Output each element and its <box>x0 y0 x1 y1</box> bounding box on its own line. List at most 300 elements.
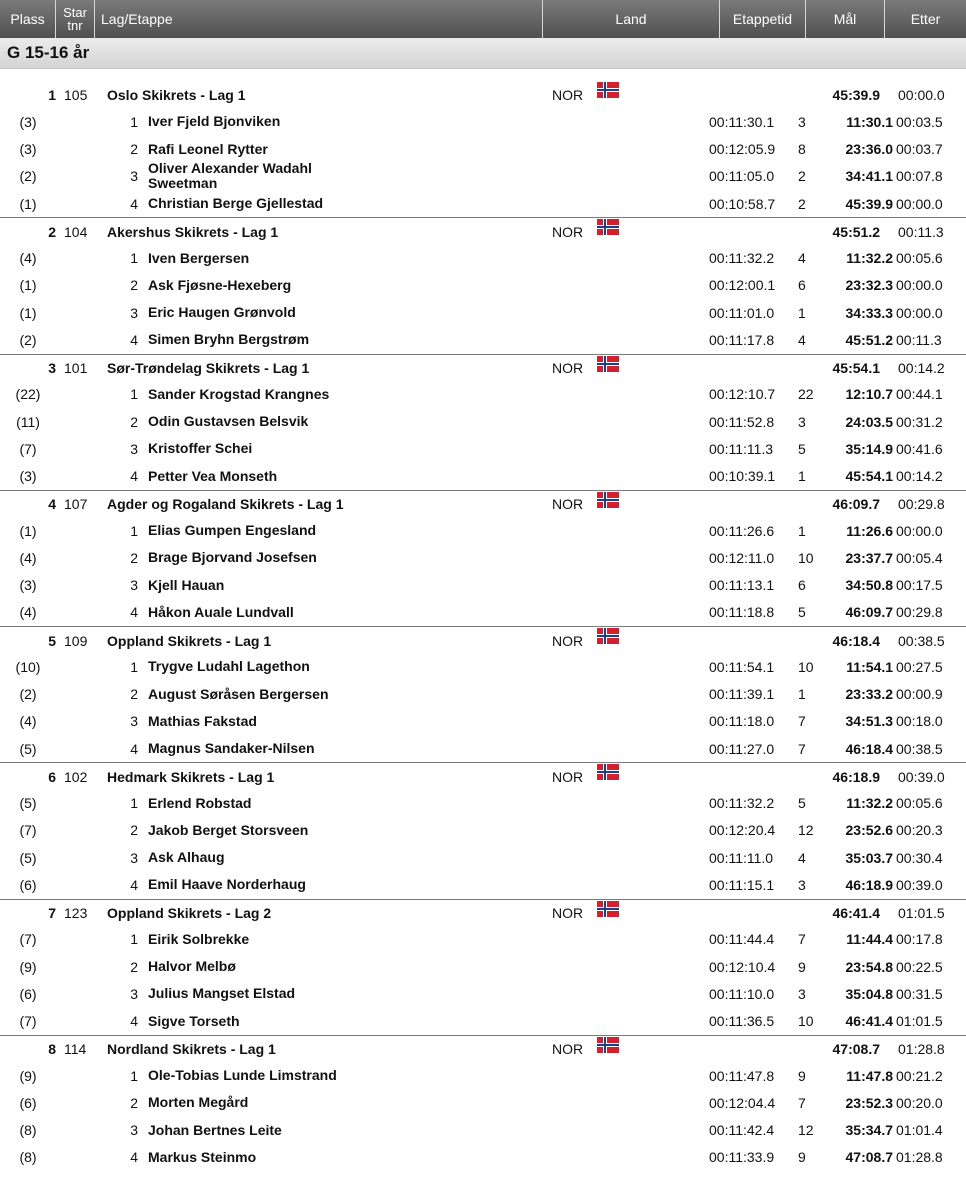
team-name: Nordland Skikrets - Lag 1 <box>107 1041 276 1058</box>
leg-row[interactable] <box>0 326 966 353</box>
leg-row[interactable] <box>0 953 966 980</box>
leg-number: 4 <box>130 876 138 893</box>
leg-row[interactable] <box>0 245 966 272</box>
leg-split-rank: 7 <box>798 931 806 948</box>
team-country: NOR <box>552 905 584 921</box>
leg-place: (4) <box>19 604 37 621</box>
group-title: G 15-16 år <box>7 43 90 62</box>
team-total-time: 46:18.9 <box>832 768 880 785</box>
team-place: 3 <box>48 360 56 376</box>
leg-number: 3 <box>130 1122 138 1138</box>
leg-runner-name: Julius Mangset Elstad <box>148 985 296 1002</box>
leg-number: 3 <box>130 168 138 185</box>
team-place: 2 <box>48 223 56 240</box>
leg-split-time: 00:11:54.1 <box>709 658 775 675</box>
leg-cumulative-time: 46:41.4 <box>845 1013 893 1029</box>
leg-split-rank: 3 <box>798 413 806 430</box>
team-row[interactable] <box>0 899 966 927</box>
team-behind: 01:28.8 <box>898 1041 945 1058</box>
leg-place: (5) <box>19 740 37 757</box>
leg-cumulative-time: 11:32.2 <box>846 795 893 811</box>
leg-behind: 01:01.4 <box>896 1122 943 1138</box>
leg-behind: 00:22.5 <box>896 958 943 975</box>
team-country: NOR <box>552 360 584 376</box>
leg-split-rank: 6 <box>798 277 806 294</box>
leg-place: (3) <box>19 577 37 593</box>
leg-runner-name: Johan Bertnes Leite <box>148 1121 282 1138</box>
team-flag <box>597 1036 619 1064</box>
leg-split-time: 00:11:26.6 <box>709 522 775 539</box>
leg-row[interactable] <box>0 1062 966 1089</box>
team-total-time: 45:51.2 <box>832 223 880 240</box>
leg-row[interactable] <box>0 844 966 871</box>
leg-behind: 00:44.1 <box>896 386 943 403</box>
leg-number: 4 <box>130 195 138 212</box>
leg-runner-name: Håkon Auale Lundvall <box>148 603 294 620</box>
leg-behind: 00:20.3 <box>896 822 943 839</box>
leg-cumulative-time: 23:54.8 <box>845 958 893 975</box>
leg-split-rank: 1 <box>798 686 806 702</box>
leg-split-time: 00:11:39.1 <box>709 686 775 702</box>
leg-cumulative-time: 11:54.1 <box>846 658 893 675</box>
team-country: NOR <box>552 1041 584 1058</box>
leg-behind: 00:29.8 <box>896 604 943 621</box>
leg-behind: 00:05.6 <box>896 250 943 266</box>
leg-cumulative-time: 23:37.7 <box>845 549 893 566</box>
leg-split-rank: 1 <box>798 522 806 539</box>
leg-cumulative-time: 23:52.6 <box>845 822 893 839</box>
leg-behind: 00:38.5 <box>896 740 943 757</box>
leg-split-time: 00:11:42.4 <box>709 1122 775 1138</box>
leg-number: 2 <box>130 413 138 430</box>
leg-place: (7) <box>19 822 37 839</box>
leg-split-time: 00:11:44.4 <box>709 931 775 948</box>
leg-place: (1) <box>19 277 37 294</box>
leg-number: 2 <box>130 141 138 157</box>
team-name: Hedmark Skikrets - Lag 1 <box>107 768 275 785</box>
leg-runner-name: Magnus Sandaker-Nilsen <box>148 740 315 756</box>
leg-row[interactable] <box>0 463 966 490</box>
leg-split-time: 00:11:18.8 <box>709 604 775 621</box>
team-bib: 104 <box>64 223 88 240</box>
leg-runner-name: August Søråsen Bergersen <box>148 685 329 702</box>
leg-number: 1 <box>130 1067 138 1084</box>
leg-place: (22) <box>15 386 41 403</box>
leg-behind: 00:11.3 <box>896 331 942 348</box>
team-row[interactable] <box>0 354 966 382</box>
leg-number: 3 <box>130 577 138 593</box>
leg-runner-name: Ask Fjøsne-Hexeberg <box>148 276 292 293</box>
leg-split-time: 00:11:01.0 <box>709 304 775 321</box>
leg-place: (1) <box>19 195 37 212</box>
team-name: Sør-Trøndelag Skikrets - Lag 1 <box>107 360 310 376</box>
leg-cumulative-time: 35:04.8 <box>845 985 893 1002</box>
leg-split-rank: 9 <box>798 958 806 975</box>
leg-split-rank: 7 <box>798 1094 806 1111</box>
leg-number: 4 <box>130 331 138 348</box>
leg-number: 2 <box>130 822 138 839</box>
leg-split-time: 00:11:27.0 <box>709 740 775 757</box>
team-flag <box>597 627 619 655</box>
leg-runner-name: Mathias Fakstad <box>148 712 257 729</box>
team-place: 1 <box>48 86 56 103</box>
leg-place: (4) <box>19 549 37 566</box>
leg-cumulative-time: 45:51.2 <box>845 331 893 348</box>
leg-number: 3 <box>130 440 138 457</box>
leg-behind: 00:39.0 <box>896 876 943 893</box>
team-bib: 101 <box>64 360 88 376</box>
leg-runner-name: Kjell Hauan <box>148 576 225 593</box>
col-start-nr[interactable]: Star tnr <box>56 0 95 38</box>
leg-split-rank: 22 <box>798 386 814 403</box>
team-flag <box>597 81 619 109</box>
leg-cumulative-time: 45:54.1 <box>845 468 893 484</box>
team-total-time: 45:39.9 <box>832 86 880 103</box>
leg-behind: 00:27.5 <box>896 658 943 675</box>
leg-behind: 00:41.6 <box>896 440 943 457</box>
leg-number: 1 <box>130 658 138 675</box>
team-bib: 107 <box>64 496 88 513</box>
leg-number: 2 <box>130 1094 138 1111</box>
leg-row[interactable] <box>0 435 966 462</box>
leg-row[interactable] <box>0 681 966 708</box>
leg-split-rank: 4 <box>798 849 806 866</box>
leg-number: 4 <box>130 468 138 484</box>
team-row[interactable] <box>0 1035 966 1063</box>
leg-row[interactable] <box>0 108 966 135</box>
leg-split-time: 00:11:52.8 <box>709 413 775 430</box>
team-country: NOR <box>552 496 584 513</box>
leg-row[interactable] <box>0 871 966 898</box>
leg-number: 1 <box>130 522 138 539</box>
leg-runner-name: Iven Bergersen <box>148 249 250 266</box>
leg-behind: 00:20.0 <box>896 1094 943 1111</box>
leg-cumulative-time: 34:33.3 <box>845 304 893 321</box>
leg-split-time: 00:11:10.0 <box>709 985 775 1002</box>
leg-runner-name: Elias Gumpen Engesland <box>148 522 317 538</box>
team-place: 4 <box>48 496 56 513</box>
leg-row[interactable] <box>0 1144 966 1171</box>
leg-split-rank: 5 <box>798 604 806 621</box>
leg-split-time: 00:10:58.7 <box>709 195 776 212</box>
leg-split-time: 00:11:32.2 <box>709 250 775 266</box>
team-behind: 00:38.5 <box>898 632 945 649</box>
leg-split-rank: 1 <box>798 304 806 321</box>
leg-row[interactable] <box>0 381 966 408</box>
leg-number: 4 <box>130 604 138 621</box>
team-total-time: 47:08.7 <box>832 1041 880 1058</box>
leg-row[interactable] <box>0 272 966 299</box>
leg-number: 1 <box>130 250 138 266</box>
leg-cumulative-time: 23:32.3 <box>845 277 893 294</box>
leg-cumulative-time: 34:41.1 <box>845 168 893 185</box>
leg-row[interactable] <box>0 517 966 544</box>
norway-flag-icon <box>597 628 619 644</box>
leg-number: 3 <box>130 304 138 321</box>
leg-split-time: 00:11:30.1 <box>709 113 775 130</box>
leg-split-rank: 4 <box>798 331 806 348</box>
leg-runner-name: Jakob Berget Storsveen <box>148 821 309 838</box>
leg-split-rank: 3 <box>798 113 806 130</box>
team-name: Oppland Skikrets - Lag 2 <box>107 905 272 921</box>
leg-row[interactable] <box>0 1008 966 1035</box>
leg-place: (5) <box>19 795 37 811</box>
team-row[interactable] <box>0 762 966 790</box>
leg-split-rank: 9 <box>798 1067 806 1084</box>
leg-cumulative-time: 45:39.9 <box>845 195 893 212</box>
leg-runner-name: Morten Megård <box>148 1094 249 1111</box>
leg-behind: 00:17.5 <box>896 577 943 593</box>
leg-split-time: 00:11:47.8 <box>709 1067 775 1084</box>
leg-cumulative-time: 23:36.0 <box>845 141 893 157</box>
col-land[interactable]: Land <box>543 0 720 38</box>
leg-split-rank: 10 <box>798 1013 814 1029</box>
leg-cumulative-time: 11:32.2 <box>846 250 893 266</box>
team-place: 8 <box>48 1041 56 1058</box>
leg-place: (3) <box>19 113 37 130</box>
leg-cumulative-time: 23:33.2 <box>845 686 893 702</box>
leg-row[interactable] <box>0 299 966 326</box>
leg-split-time: 00:11:18.0 <box>709 713 775 730</box>
leg-place: (3) <box>19 141 37 157</box>
team-total-time: 46:41.4 <box>832 905 880 921</box>
leg-split-rank: 6 <box>798 577 806 593</box>
col-etter[interactable]: Etter <box>910 10 941 27</box>
team-name: Oppland Skikrets - Lag 1 <box>107 632 272 649</box>
leg-runner-name: Christian Berge Gjellestad <box>148 195 324 211</box>
leg-number: 4 <box>130 1149 138 1166</box>
team-flag <box>597 763 619 791</box>
col-etappetid[interactable]: Etappetid <box>720 0 806 38</box>
leg-runner-name: Halvor Melbø <box>148 958 236 974</box>
leg-place: (10) <box>15 658 41 675</box>
leg-row[interactable] <box>0 1089 966 1116</box>
leg-row[interactable] <box>0 708 966 735</box>
leg-runner-name: Kristoffer Schei <box>148 440 253 457</box>
team-row[interactable] <box>0 626 966 654</box>
leg-split-rank: 4 <box>798 250 806 266</box>
team-total-time: 46:18.4 <box>832 632 880 649</box>
leg-split-rank: 2 <box>798 195 806 212</box>
team-place: 7 <box>48 905 56 921</box>
leg-runner-name: Emil Haave Norderhaug <box>148 876 306 893</box>
team-total-time: 46:09.7 <box>832 496 880 513</box>
team-country: NOR <box>552 223 584 240</box>
leg-split-time: 00:11:32.2 <box>709 795 775 811</box>
leg-place: (1) <box>19 522 37 539</box>
leg-runner-name: Eric Haugen Grønvold <box>148 304 296 320</box>
leg-place: (2) <box>19 168 37 185</box>
leg-cumulative-time: 23:52.3 <box>845 1094 893 1111</box>
leg-behind: 00:00.0 <box>896 522 943 539</box>
leg-row[interactable] <box>0 544 966 571</box>
leg-behind: 00:00.0 <box>896 304 943 321</box>
team-name: Akershus Skikrets - Lag 1 <box>107 223 279 240</box>
leg-cumulative-time: 35:03.7 <box>845 849 893 866</box>
leg-place: (8) <box>19 1122 37 1138</box>
leg-place: (5) <box>19 849 37 866</box>
leg-row[interactable] <box>0 160 966 192</box>
leg-split-rank: 3 <box>798 876 806 893</box>
leg-runner-name: Markus Steinmo <box>148 1148 257 1165</box>
leg-split-rank: 2 <box>798 168 806 185</box>
leg-runner-name: Sander Krogstad Krangnes <box>148 385 330 402</box>
team-behind: 00:14.2 <box>898 360 945 376</box>
leg-row[interactable] <box>0 926 966 953</box>
leg-split-time: 00:11:33.9 <box>709 1149 775 1166</box>
leg-cumulative-time: 46:18.9 <box>845 876 893 893</box>
team-row[interactable] <box>0 490 966 518</box>
leg-runner-name: Petter Vea Monseth <box>148 467 278 484</box>
leg-cumulative-time: 11:47.8 <box>846 1067 893 1084</box>
leg-behind: 00:05.4 <box>896 549 943 566</box>
leg-split-rank: 12 <box>798 822 814 839</box>
norway-flag-icon <box>597 901 619 917</box>
norway-flag-icon <box>597 492 619 508</box>
leg-split-time: 00:12:10.7 <box>709 386 776 403</box>
team-row[interactable] <box>0 81 966 108</box>
leg-split-time: 00:12:10.4 <box>709 958 776 975</box>
team-country: NOR <box>552 768 584 785</box>
leg-split-time: 00:11:36.5 <box>709 1013 775 1029</box>
leg-runner-name: Brage Bjorvand Josefsen <box>148 549 317 566</box>
leg-place: (2) <box>19 331 37 348</box>
col-maal[interactable]: Mål <box>806 0 885 38</box>
leg-split-time: 00:11:15.1 <box>709 876 775 893</box>
leg-behind: 00:00.9 <box>896 686 943 702</box>
leg-cumulative-time: 35:34.7 <box>845 1122 893 1138</box>
leg-place: (9) <box>19 1067 37 1084</box>
leg-runner-name: Ask Alhaug <box>148 849 225 865</box>
team-behind: 00:39.0 <box>898 768 945 785</box>
team-place: 5 <box>48 632 56 649</box>
col-plass[interactable]: Plass <box>0 0 56 38</box>
leg-cumulative-time: 46:18.4 <box>845 740 893 757</box>
leg-behind: 00:03.5 <box>896 113 943 130</box>
leg-split-time: 00:11:17.8 <box>709 331 775 348</box>
leg-place: (3) <box>19 468 37 484</box>
leg-place: (4) <box>19 713 37 730</box>
leg-behind: 01:01.5 <box>896 1013 943 1029</box>
leg-cumulative-time: 34:50.8 <box>845 577 893 593</box>
leg-split-rank: 10 <box>798 549 814 566</box>
leg-runner-name: Rafi Leonel Rytter <box>148 140 268 157</box>
team-behind: 01:01.5 <box>898 905 945 921</box>
leg-row[interactable] <box>0 817 966 844</box>
team-bib: 123 <box>64 905 88 921</box>
leg-behind: 00:07.8 <box>896 168 943 185</box>
leg-split-time: 00:12:05.9 <box>709 141 776 157</box>
leg-row[interactable] <box>0 790 966 817</box>
leg-cumulative-time: 34:51.3 <box>845 713 893 730</box>
team-flag <box>597 491 619 519</box>
team-name: Oslo Skikrets - Lag 1 <box>107 86 246 103</box>
leg-place: (11) <box>16 413 40 430</box>
leg-row[interactable] <box>0 408 966 435</box>
leg-split-rank: 9 <box>798 1149 806 1166</box>
leg-split-rank: 7 <box>798 713 806 730</box>
leg-place: (2) <box>19 686 37 702</box>
leg-place: (6) <box>19 1094 37 1111</box>
leg-number: 1 <box>130 386 138 403</box>
team-flag <box>597 355 619 383</box>
leg-split-time: 00:10:39.1 <box>709 468 776 484</box>
leg-runner-name: Eirik Solbrekke <box>148 930 250 947</box>
leg-split-time: 00:11:05.0 <box>709 168 775 185</box>
leg-split-time: 00:11:11.0 <box>709 849 774 866</box>
norway-flag-icon <box>597 356 619 372</box>
team-flag <box>597 218 619 246</box>
leg-row[interactable] <box>0 599 966 626</box>
leg-split-time: 00:11:11.3 <box>709 440 774 457</box>
leg-row[interactable] <box>0 572 966 599</box>
leg-split-rank: 12 <box>798 1122 814 1138</box>
leg-row[interactable] <box>0 1117 966 1144</box>
leg-cumulative-time: 46:09.7 <box>845 604 893 621</box>
col-lag-etappe[interactable]: Lag/Etappe <box>95 0 543 38</box>
leg-behind: 00:18.0 <box>896 713 943 730</box>
leg-place: (6) <box>19 876 37 893</box>
leg-cumulative-time: 35:14.9 <box>845 440 893 457</box>
leg-cumulative-time: 12:10.7 <box>845 386 893 403</box>
leg-place: (1) <box>19 304 37 321</box>
leg-row[interactable] <box>0 136 966 163</box>
leg-runner-name: Ole-Tobias Lunde Limstrand <box>148 1067 337 1083</box>
leg-behind: 00:31.2 <box>896 413 943 430</box>
leg-behind: 00:17.8 <box>896 931 943 948</box>
team-name: Agder og Rogaland Skikrets - Lag 1 <box>107 496 344 513</box>
leg-place: (7) <box>19 1013 37 1029</box>
leg-number: 2 <box>130 277 138 294</box>
leg-number: 3 <box>130 713 138 730</box>
team-flag <box>597 900 619 928</box>
leg-runner-name: Sigve Torseth <box>148 1012 240 1029</box>
leg-runner-name: Erlend Robstad <box>148 794 252 811</box>
leg-row[interactable] <box>0 190 966 217</box>
leg-cumulative-time: 11:44.4 <box>846 931 893 948</box>
leg-split-time: 00:12:04.4 <box>709 1094 776 1111</box>
leg-cumulative-time: 11:26.6 <box>846 522 893 539</box>
team-behind: 00:00.0 <box>898 86 945 103</box>
leg-runner-name: Simen Bryhn Bergstrøm <box>148 331 310 348</box>
team-place: 6 <box>48 768 56 785</box>
team-country: NOR <box>552 632 584 649</box>
leg-row[interactable] <box>0 653 966 680</box>
leg-row[interactable] <box>0 980 966 1007</box>
leg-number: 1 <box>130 931 138 948</box>
leg-split-time: 00:11:13.1 <box>709 577 775 593</box>
leg-number: 2 <box>130 686 138 702</box>
leg-place: (9) <box>19 958 37 975</box>
leg-split-rank: 5 <box>798 795 806 811</box>
norway-flag-icon <box>597 82 619 98</box>
norway-flag-icon <box>597 1037 619 1053</box>
team-bib: 114 <box>64 1041 87 1058</box>
team-row[interactable] <box>0 217 966 245</box>
norway-flag-icon <box>597 219 619 235</box>
leg-cumulative-time: 24:03.5 <box>845 413 893 430</box>
leg-number: 4 <box>130 740 138 757</box>
leg-row[interactable] <box>0 735 966 762</box>
leg-behind: 01:28.8 <box>896 1149 943 1166</box>
leg-number: 1 <box>130 795 138 811</box>
leg-number: 1 <box>130 113 138 130</box>
leg-behind: 00:00.0 <box>896 277 943 294</box>
leg-runner-name: Trygve Ludahl Lagethon <box>148 658 310 675</box>
leg-number: 3 <box>130 849 138 866</box>
leg-split-time: 00:12:20.4 <box>709 822 776 839</box>
leg-place: (4) <box>19 250 37 266</box>
